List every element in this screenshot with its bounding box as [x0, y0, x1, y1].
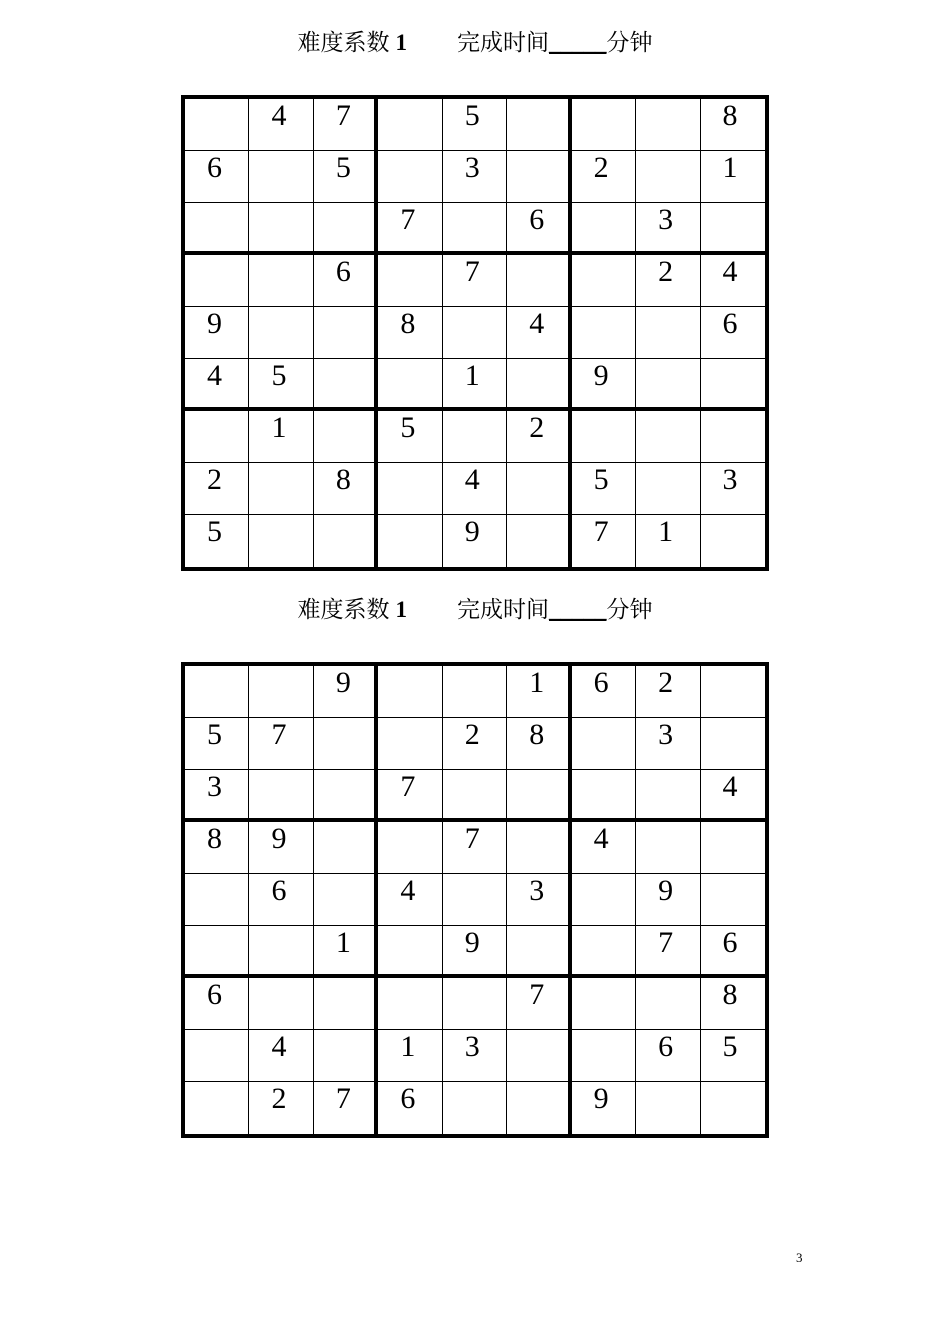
sudoku-cell[interactable]: [185, 99, 249, 151]
sudoku-cell[interactable]: [249, 203, 313, 255]
difficulty-label: 难度系数: [297, 597, 390, 622]
sudoku-cell[interactable]: 9: [443, 926, 507, 978]
sudoku-cell[interactable]: 6: [249, 874, 313, 926]
sudoku-cell[interactable]: [378, 359, 442, 411]
sudoku-cell[interactable]: [185, 255, 249, 307]
sudoku-cell[interactable]: 8: [507, 718, 571, 770]
sudoku-cell[interactable]: [249, 151, 313, 203]
sudoku-cell[interactable]: [701, 874, 765, 926]
sudoku-cell[interactable]: [701, 515, 765, 567]
sudoku-cell[interactable]: [572, 978, 636, 1030]
time-unit: 分钟: [606, 30, 653, 55]
sudoku-cell[interactable]: [314, 978, 378, 1030]
sudoku-cell[interactable]: 7: [443, 255, 507, 307]
sudoku-cell[interactable]: [636, 463, 700, 515]
sudoku-cell[interactable]: [507, 1030, 571, 1082]
sudoku-cell[interactable]: [249, 666, 313, 718]
sudoku-cell[interactable]: [636, 151, 700, 203]
sudoku-cell[interactable]: 2: [249, 1082, 313, 1134]
sudoku-cell[interactable]: 9: [572, 1082, 636, 1134]
sudoku-cell[interactable]: 9: [314, 666, 378, 718]
sudoku-cell[interactable]: [443, 978, 507, 1030]
sudoku-cell[interactable]: 2: [636, 666, 700, 718]
difficulty-value: 1: [395, 30, 407, 55]
sudoku-cell[interactable]: 3: [636, 203, 700, 255]
sudoku-cell[interactable]: [378, 978, 442, 1030]
sudoku-cell[interactable]: 6: [185, 151, 249, 203]
sudoku-cell[interactable]: 1: [378, 1030, 442, 1082]
sudoku-cell[interactable]: 3: [443, 151, 507, 203]
sudoku-cell[interactable]: [507, 515, 571, 567]
sudoku-cell[interactable]: 8: [701, 978, 765, 1030]
sudoku-cell[interactable]: [314, 822, 378, 874]
difficulty-label: 难度系数: [297, 30, 390, 55]
sudoku-cell[interactable]: 1: [701, 151, 765, 203]
sudoku-cell[interactable]: [185, 666, 249, 718]
sudoku-cell[interactable]: [443, 770, 507, 822]
sudoku-cell[interactable]: 4: [701, 770, 765, 822]
sudoku-cell[interactable]: 5: [185, 718, 249, 770]
sudoku-cell[interactable]: [507, 255, 571, 307]
sudoku-cell[interactable]: [572, 874, 636, 926]
time-blank: _____: [549, 30, 607, 55]
sudoku-cell[interactable]: [185, 926, 249, 978]
sudoku-cell[interactable]: [378, 255, 442, 307]
sudoku-cell[interactable]: [572, 99, 636, 151]
sudoku-cell[interactable]: 5: [185, 515, 249, 567]
sudoku-cell[interactable]: [701, 718, 765, 770]
sudoku-cell[interactable]: [507, 1082, 571, 1134]
sudoku-cell[interactable]: 2: [443, 718, 507, 770]
sudoku-grid-2: [181, 662, 769, 1138]
sudoku-cell[interactable]: [378, 463, 442, 515]
time-label: 完成时间: [457, 30, 549, 55]
sudoku-cell[interactable]: 5: [443, 99, 507, 151]
puzzle-1-header: [0, 23, 950, 63]
sudoku-cell[interactable]: 4: [443, 463, 507, 515]
sudoku-cell[interactable]: [314, 411, 378, 463]
sudoku-cell[interactable]: [636, 978, 700, 1030]
sudoku-cell[interactable]: [443, 307, 507, 359]
sudoku-cell[interactable]: 9: [572, 359, 636, 411]
sudoku-cell[interactable]: 2: [636, 255, 700, 307]
sudoku-cell[interactable]: 7: [249, 718, 313, 770]
sudoku-cell[interactable]: 7: [636, 926, 700, 978]
sudoku-cell[interactable]: [572, 411, 636, 463]
sudoku-cell[interactable]: 7: [314, 1082, 378, 1134]
sudoku-cell[interactable]: [443, 874, 507, 926]
sudoku-cell[interactable]: 5: [701, 1030, 765, 1082]
sudoku-cell[interactable]: 1: [314, 926, 378, 978]
sudoku-cell[interactable]: [572, 718, 636, 770]
sudoku-cell[interactable]: [249, 463, 313, 515]
sudoku-cell[interactable]: [701, 822, 765, 874]
sudoku-cell[interactable]: [378, 822, 442, 874]
sudoku-cell[interactable]: [249, 515, 313, 567]
sudoku-grid-1: [181, 95, 769, 571]
sudoku-cell[interactable]: [572, 770, 636, 822]
sudoku-cell[interactable]: [443, 1082, 507, 1134]
time-unit: 分钟: [606, 597, 653, 622]
sudoku-cell[interactable]: 5: [572, 463, 636, 515]
sudoku-cell[interactable]: [572, 307, 636, 359]
sudoku-cell[interactable]: [443, 666, 507, 718]
sudoku-cell[interactable]: 4: [249, 1030, 313, 1082]
sudoku-cell[interactable]: 6: [701, 926, 765, 978]
sudoku-cell[interactable]: [572, 203, 636, 255]
time-blank: _____: [549, 597, 607, 622]
sudoku-cell[interactable]: 4: [572, 822, 636, 874]
sudoku-cell[interactable]: [378, 926, 442, 978]
sudoku-cell[interactable]: 8: [185, 822, 249, 874]
sudoku-cell[interactable]: [507, 359, 571, 411]
sudoku-cell[interactable]: 7: [314, 99, 378, 151]
sudoku-cell[interactable]: 3: [701, 463, 765, 515]
sudoku-cell[interactable]: 2: [572, 151, 636, 203]
sudoku-cell[interactable]: [249, 978, 313, 1030]
sudoku-cell[interactable]: 3: [507, 874, 571, 926]
sudoku-cell[interactable]: [507, 99, 571, 151]
sudoku-cell[interactable]: [378, 99, 442, 151]
sudoku-cell[interactable]: [507, 463, 571, 515]
sudoku-cell[interactable]: 5: [249, 359, 313, 411]
sudoku-cell[interactable]: [314, 874, 378, 926]
sudoku-cell[interactable]: [701, 203, 765, 255]
sudoku-cell[interactable]: [314, 203, 378, 255]
sudoku-cell[interactable]: 1: [443, 359, 507, 411]
sudoku-cell[interactable]: 3: [443, 1030, 507, 1082]
sudoku-cell[interactable]: 4: [507, 307, 571, 359]
sudoku-cell[interactable]: [443, 411, 507, 463]
sudoku-cell[interactable]: 3: [636, 718, 700, 770]
sudoku-cell[interactable]: 7: [507, 978, 571, 1030]
sudoku-cell[interactable]: 6: [701, 307, 765, 359]
sudoku-cell[interactable]: [185, 1082, 249, 1134]
sudoku-cell[interactable]: 9: [249, 822, 313, 874]
sudoku-cell[interactable]: [314, 718, 378, 770]
sudoku-cell[interactable]: [314, 770, 378, 822]
sudoku-cell[interactable]: 4: [185, 359, 249, 411]
sudoku-cell[interactable]: 2: [507, 411, 571, 463]
sudoku-cell[interactable]: 1: [636, 515, 700, 567]
sudoku-cell[interactable]: [314, 307, 378, 359]
sudoku-cell[interactable]: [701, 666, 765, 718]
sudoku-cell[interactable]: [249, 770, 313, 822]
sudoku-cell[interactable]: 6: [314, 255, 378, 307]
sudoku-cell[interactable]: 9: [443, 515, 507, 567]
sudoku-cell[interactable]: 4: [701, 255, 765, 307]
sudoku-cell[interactable]: [185, 874, 249, 926]
page-number: 3: [796, 1250, 803, 1265]
sudoku-cell[interactable]: [636, 359, 700, 411]
sudoku-cell[interactable]: 8: [314, 463, 378, 515]
sudoku-cell[interactable]: [636, 411, 700, 463]
sudoku-cell[interactable]: [636, 1082, 700, 1134]
sudoku-cell[interactable]: [636, 307, 700, 359]
sudoku-cell[interactable]: 4: [249, 99, 313, 151]
sudoku-cell[interactable]: 1: [507, 666, 571, 718]
sudoku-cell[interactable]: [378, 515, 442, 567]
sudoku-cell[interactable]: [701, 411, 765, 463]
sudoku-cell[interactable]: [185, 411, 249, 463]
sudoku-cell[interactable]: [443, 203, 507, 255]
sudoku-cell[interactable]: 7: [378, 770, 442, 822]
sudoku-cell[interactable]: [185, 203, 249, 255]
sudoku-cell[interactable]: [507, 926, 571, 978]
sudoku-cell[interactable]: [378, 151, 442, 203]
sudoku-cell[interactable]: [314, 1030, 378, 1082]
sudoku-cell[interactable]: 8: [701, 99, 765, 151]
sudoku-cell[interactable]: [507, 770, 571, 822]
sudoku-cell[interactable]: [185, 1030, 249, 1082]
sudoku-cell[interactable]: [507, 151, 571, 203]
sudoku-cell[interactable]: [636, 99, 700, 151]
difficulty-value: 1: [395, 597, 407, 622]
sudoku-cell[interactable]: [701, 1082, 765, 1134]
sudoku-cell[interactable]: 7: [378, 203, 442, 255]
sudoku-cell[interactable]: [572, 255, 636, 307]
puzzle-2-header: [0, 590, 950, 630]
sudoku-cell[interactable]: 2: [185, 463, 249, 515]
sudoku-cell[interactable]: 6: [507, 203, 571, 255]
sudoku-cell[interactable]: [249, 307, 313, 359]
sudoku-cell[interactable]: [314, 359, 378, 411]
sudoku-cell[interactable]: [636, 822, 700, 874]
time-label: 完成时间: [457, 597, 549, 622]
sudoku-cell[interactable]: [636, 770, 700, 822]
sudoku-cell[interactable]: 7: [572, 515, 636, 567]
sudoku-cell[interactable]: 6: [378, 1082, 442, 1134]
sudoku-cell[interactable]: 5: [314, 151, 378, 203]
sudoku-cell[interactable]: 3: [185, 770, 249, 822]
sudoku-cell[interactable]: [249, 926, 313, 978]
sudoku-cell[interactable]: [507, 822, 571, 874]
sudoku-cell[interactable]: 7: [443, 822, 507, 874]
sudoku-cell[interactable]: 6: [636, 1030, 700, 1082]
sudoku-cell[interactable]: 4: [378, 874, 442, 926]
sudoku-cell[interactable]: 6: [572, 666, 636, 718]
sudoku-cell[interactable]: 8: [378, 307, 442, 359]
sudoku-cell[interactable]: [572, 1030, 636, 1082]
sudoku-cell[interactable]: 9: [185, 307, 249, 359]
sudoku-cell[interactable]: [314, 515, 378, 567]
sudoku-cell[interactable]: [572, 926, 636, 978]
sudoku-cell[interactable]: 1: [249, 411, 313, 463]
sudoku-cell[interactable]: 9: [636, 874, 700, 926]
sudoku-cell[interactable]: 6: [185, 978, 249, 1030]
sudoku-cell[interactable]: [378, 718, 442, 770]
sudoku-cell[interactable]: 5: [378, 411, 442, 463]
sudoku-cell[interactable]: [701, 359, 765, 411]
sudoku-cell[interactable]: [378, 666, 442, 718]
sudoku-cell[interactable]: [249, 255, 313, 307]
